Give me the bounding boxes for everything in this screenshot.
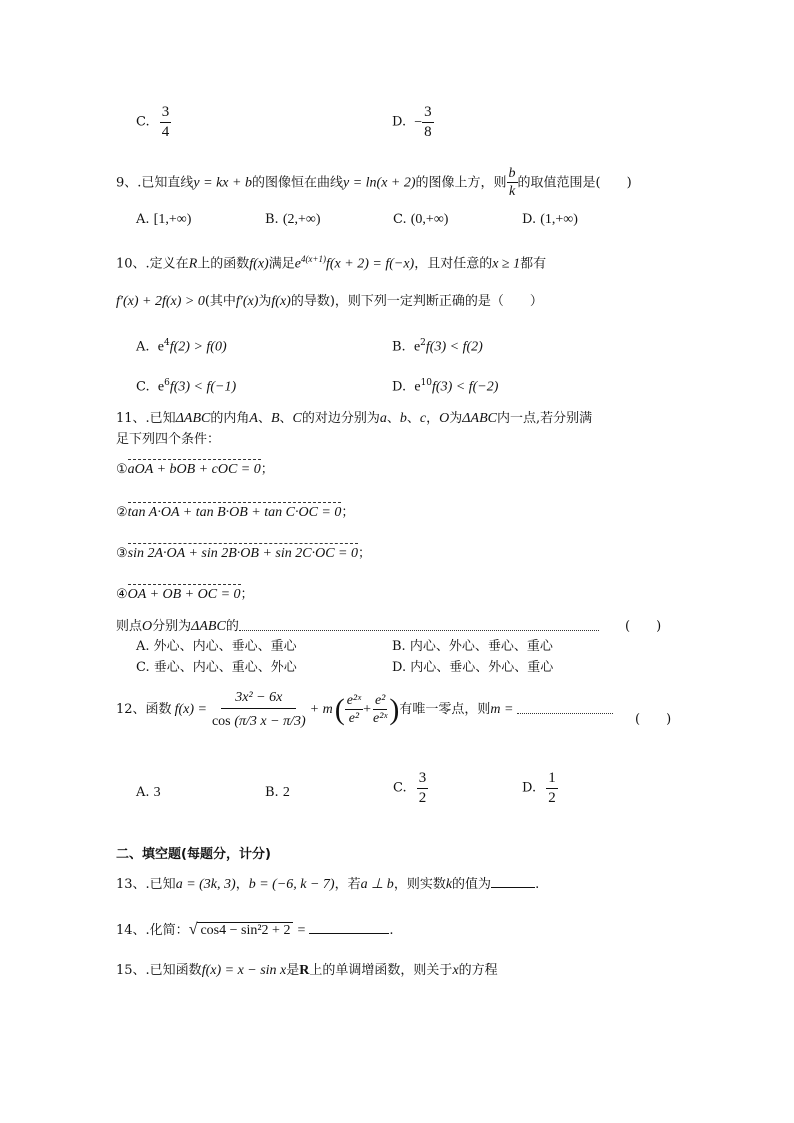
q11-stem-line1: 11、.已知ΔABC的内角A、B、C的对边分别为a、b、c，O为ΔABC内一点,若分别满 bbox=[116, 411, 593, 426]
q8-option-c[interactable]: C. $\frac{3}{4}$ bbox=[136, 104, 170, 140]
q9-b-over-k: $\frac{b}{k}$ bbox=[508, 166, 516, 200]
q10-stem-line1: 10、.定义在R上的函数f(x)满足$e^{4(x+1)}f(x + 2) = f(-x)$，且对任意的x ≥ 1都有 bbox=[116, 254, 547, 272]
q11-stem-line2: 足下列四个条件： bbox=[116, 432, 221, 447]
q12-stem: 12、 函数 f(x) = $\frac{\text{3x² − 6x}}{\cos (\pi/3 x - \pi/3)}$ + m ( $\frac{\text{e²ˣ}}{\text{e²}}$ + $\frac{\text{e²}}{\text{e²ˣ}}$ ) 有唯一零点，则 m = bbox=[116, 690, 613, 730]
q9-stem: 9、.已知直线y = kx + b的图像恒在曲线y = ln(x + 2)的图像上方，则 $\frac{b}{k}$ 的取值范围是( ) bbox=[116, 166, 632, 200]
q10-option-d[interactable]: D. $e^{10}f(3) < f(-2)$ bbox=[392, 378, 499, 395]
q12-option-c[interactable]: C. $\frac{3}{2}$ bbox=[393, 770, 427, 806]
q13-stem: 13、.已知a = (3k, 3)，b = (−6, k − 7)，若a ⊥ b，则实数k的值为 . bbox=[116, 877, 540, 892]
q10-option-c[interactable]: C. $e^6f(3) < f(-1)$ bbox=[136, 378, 237, 395]
q11-option-b[interactable]: B. 内心、外心、垂心、重心 bbox=[392, 639, 553, 654]
q8-d-fraction: $\frac{3}{8}$ bbox=[424, 104, 432, 140]
q12-e-fraction-2: $\frac{\text{e²}}{\text{e²ˣ}}$ bbox=[373, 693, 388, 727]
q9-option-b[interactable]: B. (2,+∞) bbox=[265, 212, 321, 227]
q11-condition-3: ③sin 2A·OA + sin 2B·OB + sin 2C·OC = 0； bbox=[116, 546, 371, 561]
leader-dots bbox=[239, 622, 599, 631]
q11-then-line: 则点O分别为ΔABC的 bbox=[116, 619, 599, 636]
q9-option-c[interactable]: C. (0,+∞) bbox=[393, 212, 449, 227]
q8-c-fraction: $\frac{3}{4}$ bbox=[161, 104, 170, 140]
leader-dots bbox=[517, 705, 613, 714]
q11-answer-bracket[interactable]: ( ) bbox=[625, 619, 662, 634]
q12-answer-bracket[interactable]: ( ) bbox=[635, 712, 672, 727]
q12-right-paren: ) bbox=[389, 692, 400, 726]
q13-answer-blank[interactable] bbox=[491, 887, 535, 888]
q11-option-c[interactable]: C. 垂心、内心、重心、外心 bbox=[136, 660, 297, 675]
q9-option-a[interactable]: A. [1,+∞) bbox=[136, 212, 192, 227]
q14-stem: 14、.化简：√ cos4 − sin²2 + 2 = . bbox=[116, 921, 394, 938]
q14-answer-blank[interactable] bbox=[309, 933, 389, 934]
q12-left-paren: ( bbox=[334, 692, 345, 726]
q11-option-d[interactable]: D. 内心、垂心、外心、重心 bbox=[392, 660, 554, 675]
q10-stem-line2: f′(x) + 2f(x) > 0(其中f′(x)为f(x)的导数)，则下列一定判断正确的是（ ） bbox=[116, 294, 543, 309]
q10-option-b[interactable]: B. $e^2f(3) < f(2)$ bbox=[392, 338, 483, 355]
q12-option-a[interactable]: A. 3 bbox=[136, 785, 161, 800]
q12-e-fraction-1: $\frac{\text{e²ˣ}}{\text{e²}}$ bbox=[346, 693, 362, 727]
section-title-fill-in: 二、填空题(每题分，计分) bbox=[116, 847, 271, 862]
q11-condition-2: ②tan A·OA + tan B·OB + tan C·OC = 0； bbox=[116, 505, 355, 520]
q11-condition-1: ①aOA + bOB + cOC = 0； bbox=[116, 462, 274, 477]
q8-option-d[interactable]: D. − $\frac{3}{8}$ bbox=[392, 104, 432, 140]
q15-stem: 15、.已知函数f(x) = x − sin x是R上的单调增函数，则关于x的方程 bbox=[116, 963, 498, 978]
radical-sign: √ bbox=[188, 921, 198, 938]
q11-condition-4: ④OA + OB + OC = 0； bbox=[116, 587, 254, 602]
q12-main-fraction: $\frac{\text{3x² − 6x}}{\cos (\pi/3 x - \pi/3)}$ bbox=[211, 690, 306, 730]
q12-option-b[interactable]: B. 2 bbox=[265, 785, 290, 800]
q9-option-d[interactable]: D. (1,+∞) bbox=[522, 212, 578, 227]
q12-option-d[interactable]: D. $\frac{1}{2}$ bbox=[522, 770, 556, 806]
q10-option-a[interactable]: A. $e^4f(2) > f(0)$ bbox=[136, 338, 227, 355]
q11-option-a[interactable]: A. 外心、内心、垂心、重心 bbox=[136, 639, 297, 654]
